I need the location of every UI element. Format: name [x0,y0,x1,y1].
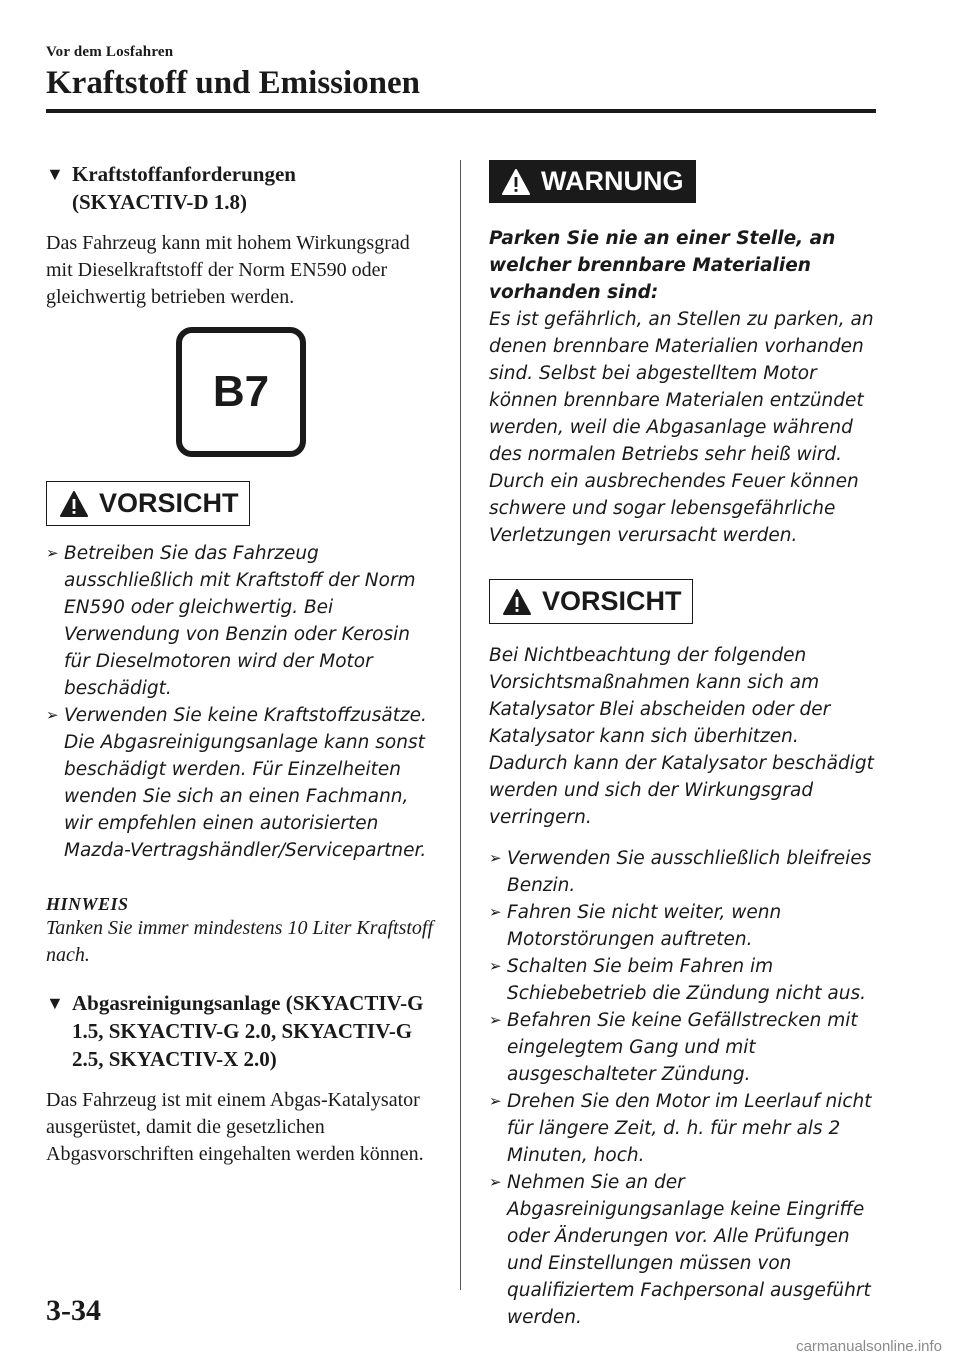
list-item: ➢ Betreiben Sie das Fahrzeug ausschließlich mit Kraftstoff der Norm EN590 oder gleichwertig. Bei Verwendung von Benzin oder Kerosin für Dieselmotoren wird der Motor beschädigt. [46,540,436,702]
header-rule [46,109,876,113]
list-item: ➢ Nehmen Sie an der Abgasreinigungsanlage keine Eingriffe oder Änderungen vor. Alle Prüfungen und Einstellungen müssen von qualifiziertem Fachpersonal ausgeführt werden. [489,1169,879,1331]
arrowhead-bullet-icon: ➢ [489,849,502,867]
list-item: ➢ Fahren Sie nicht weiter, wenn Motorstörungen auftreten. [489,899,879,953]
caution-intro: Bei Nichtbeachtung der folgenden Vorsichtsmaßnahmen kann sich am Katalysator Blei abscheiden oder der Katalysator kann sich überhitzen. Dadurch kann der Katalysator beschädigt werden und sich der Wirkungsgrad verringern. [489,645,874,828]
page-number: 3-34 [46,1294,101,1327]
fuel-requirements-heading [46,160,436,216]
fuel-paragraph: Das Fahrzeug kann mit hohem Wirkungsgrad mit Dieselkraftstoff der Norm EN590 oder gleichwertig betrieben werden. [46,232,410,308]
watermark: carmanualsonline.info [796,1338,942,1355]
fuel-heading-line1: Kraftstoffanforderungen [72,162,296,186]
exhaust-paragraph: Das Fahrzeug ist mit einem Abgas-Katalysator ausgerüstet, damit die gesetzlichen Abgasvorschriften eingehalten werden können. [46,1089,424,1165]
arrowhead-bullet-icon: ➢ [489,903,502,921]
b7-fuel-symbol [176,327,306,457]
section-title: Kraftstoff und Emissionen [46,65,421,101]
warning-triangle-icon [501,168,531,196]
fuel-caution-list [46,540,436,864]
down-triangle-icon: ▼ [46,993,64,1013]
note-title: HINWEIS [46,894,129,914]
caution-label-box [489,579,693,624]
list-item: ➢ Drehen Sie den Motor im Leerlauf nicht für längere Zeit, d. h. für mehr als 2 Minuten, hoch. [489,1088,879,1169]
down-triangle-icon: ▼ [46,164,64,184]
warning-label-box [489,160,696,203]
exhaust-heading [46,989,436,1073]
list-item: ➢ Schalten Sie beim Fahren im Schiebebetrieb die Zündung nicht aus. [489,953,879,1007]
catalyst-caution-list [489,845,879,1331]
warning-lead: Parken Sie nie an einer Stelle, an welcher brennbare Materialien vorhanden sind: [489,228,836,303]
right-column [489,160,879,1331]
page-header [46,44,876,102]
arrowhead-bullet-icon: ➢ [46,706,59,724]
list-item: ➢ Verwenden Sie ausschließlich bleifreies Benzin. [489,845,879,899]
b7-label: B7 [212,367,270,416]
caution-label: VORSICHT [542,586,682,616]
left-column [46,160,436,1168]
warning-triangle-icon [59,490,89,518]
caution-label-box [46,481,250,526]
warning-text: Es ist gefährlich, an Stellen zu parken, an denen brennbare Materialien vorhanden sind. Selbst bei abgestelltem Motor können brennbare Materialen entzündet werden, weil die Abgasanlage während des normalen Betriebs sehr heiß wird. Durch ein ausbrechendes Feuer können schwere und sogar lebensgefährliche Verletzungen verursacht werden. [489,309,874,546]
arrowhead-bullet-icon: ➢ [489,1092,502,1110]
arrowhead-bullet-icon: ➢ [489,1173,502,1191]
arrowhead-bullet-icon: ➢ [46,544,59,562]
caution-label: VORSICHT [99,488,239,518]
note-text: Tanken Sie immer mindestens 10 Liter Kraftstoff nach. [46,917,434,966]
list-item: ➢ Befahren Sie keine Gefällstrecken mit eingelegtem Gang und mit ausgeschalteter Zündung. [489,1007,879,1088]
arrowhead-bullet-icon: ➢ [489,957,502,975]
list-item: ➢ Verwenden Sie keine Kraftstoffzusätze. Die Abgasreinigungsanlage kann sonst beschädigt werden. Für Einzelheiten wenden Sie sich an einen Fachmann, wir empfehlen einen autorisierten Mazda-Vertragshändler/Servicepartner. [46,702,436,864]
chapter-label: Vor dem Losfahren [46,44,174,60]
column-divider [460,160,461,1290]
fuel-heading-line2: (SKYACTIV-D 1.8) [72,190,248,214]
exhaust-heading-text: Abgasreinigungsanlage (SKYACTIV-G 1.5, SKYACTIV-G 2.0, SKYACTIV-G 2.5, SKYACTIV-X 2.0) [72,991,424,1071]
warning-label: WARNUNG [541,166,684,196]
arrowhead-bullet-icon: ➢ [489,1011,502,1029]
warning-triangle-icon [502,588,532,616]
